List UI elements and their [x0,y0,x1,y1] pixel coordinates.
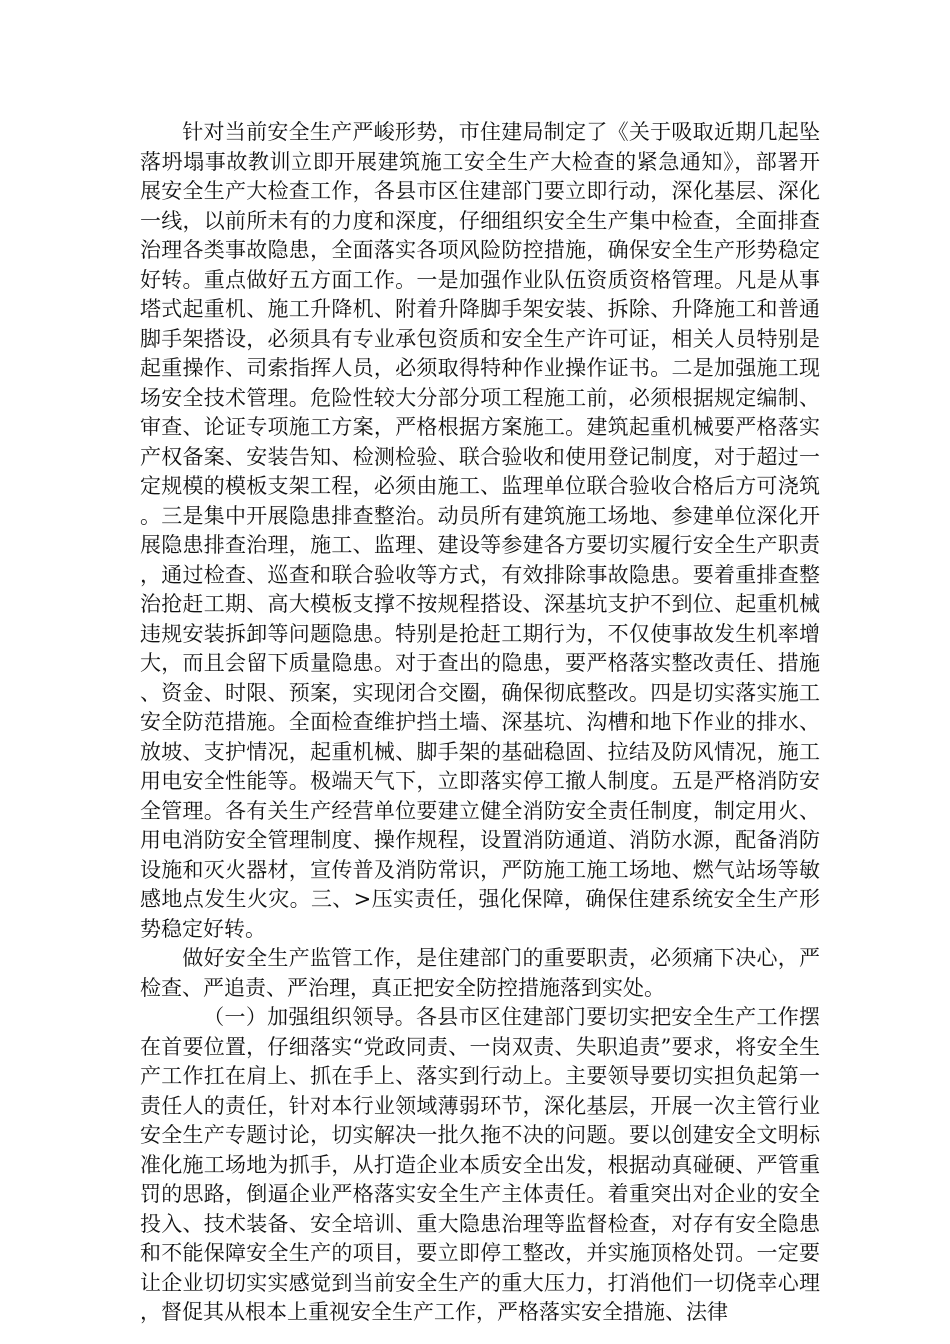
paragraph-organizational-leadership [140,1003,820,1328]
paragraph-text: （一）加强组织领导。各县市区住建部门要切实把安全生产工作摆在首要位置，仔细落实“党政同责、一岗双责、失职追责”要求，将安全生产工作扛在肩上、抓在手上、落实到行动上。主要领导要切实担负起第一责任人的责任，针对本行业领域薄弱环节，深化基层，开展一次主管行业安全生产专题讨论，切实解决一批久拖不决的问题。要以创建安全文明标准化施工场地为抓手，从打造企业本质安全出发，根据动真碰硬、严管重罚的思路，倒逼企业严格落实安全生产主体责任。着重突出对企业的安全投入、技术装备、安全培训、重大隐患治理等监督检查，对存有安全隐患和不能保障安全生产的项目，要立即停工整改，并实施顶格处罚。一定要让企业切切实实感觉到当前安全生产的重大压力，打消他们一切侥幸心理，督促其从根本上重视安全生产工作，严格落实安全措施、法律 [140,1005,820,1324]
paragraph-text: 做好安全生产监管工作，是住建部门的重要职责，必须痛下决心，严检查、严追责、严治理，真正把安全防控措施落到实处。 [140,946,820,1000]
paragraph-supervision-duty [140,944,820,1003]
paragraph-text: 针对当前安全生产严峻形势，市住建局制定了《关于吸取近期几起坠落坍塌事故教训立即开展建筑施工安全生产大检查的紧急通知》，部署开展安全生产大检查工作，各县市区住建部门要立即行动，深化基层、深化一线，以前所未有的力度和深度，仔细组织安全生产集中检查，全面排查治理各类事故隐患，全面落实各项风险防控措施，确保安全生产形势稳定好转。重点做好五方面工作。一是加强作业队伍资质资格管理。凡是从事塔式起重机、施工升降机、附着升降脚手架安装、拆除、升降施工和普通脚手架搭设，必须具有专业承包资质和安全生产许可证，相关人员特别是起重操作、司索指挥人员，必须取得特种作业操作证书。二是加强施工现场安全技术管理。危险性较大分部分项工程施工前，必须根据规定编制、审查、论证专项施工方案，严格根据方案施工。建筑起重机械要严格落实产权备案、安装告知、检测检验、联合验收和使用登记制度，对于超过一定规模的模板支架工程，必须由施工、监理单位联合验收合格后方可浇筑。三是集中开展隐患排查整治。动员所有建筑施工场地、参建单位深化开展隐患排查治理，施工、监理、建设等参建各方要切实履行安全生产职责，通过检查、巡查和联合验收等方式，有效排除事故隐患。要着重排查整治抢赶工期、高大模板支撑不按规程搭设、深基坑支护不到位、起重机械违规安装拆卸等问题隐患。特别是抢赶工期行为，不仅使事故发生机率增大，而且会留下质量隐患。对于查出的隐患，要严格落实整改责任、措施、资金、时限、预案，实现闭合交圈，确保彻底整改。四是切实落实施工安全防范措施。全面检查维护挡土墙、深基坑、沟槽和地下作业的排水、放坡、支护情况，起重机械、脚手架的基础稳固、拉结及防风情况，施工用电安全性能等。极端天气下，立即落实停工撤人制度。五是严格消防安全管理。各有关生产经营单位要建立健全消防安全责任制度，制定用火、用电消防安全管理制度、操作规程，设置消防通道、消防水源，配备消防设施和灭火器材，宣传普及消防常识，严防施工施工场地、燃气站场等敏感地点发生火灾。三、>压实责任，强化保障，确保住建系统安全生产形势稳定好转。 [140,120,820,941]
document-body [140,118,820,1328]
paragraph-safety-inspection [140,118,820,944]
